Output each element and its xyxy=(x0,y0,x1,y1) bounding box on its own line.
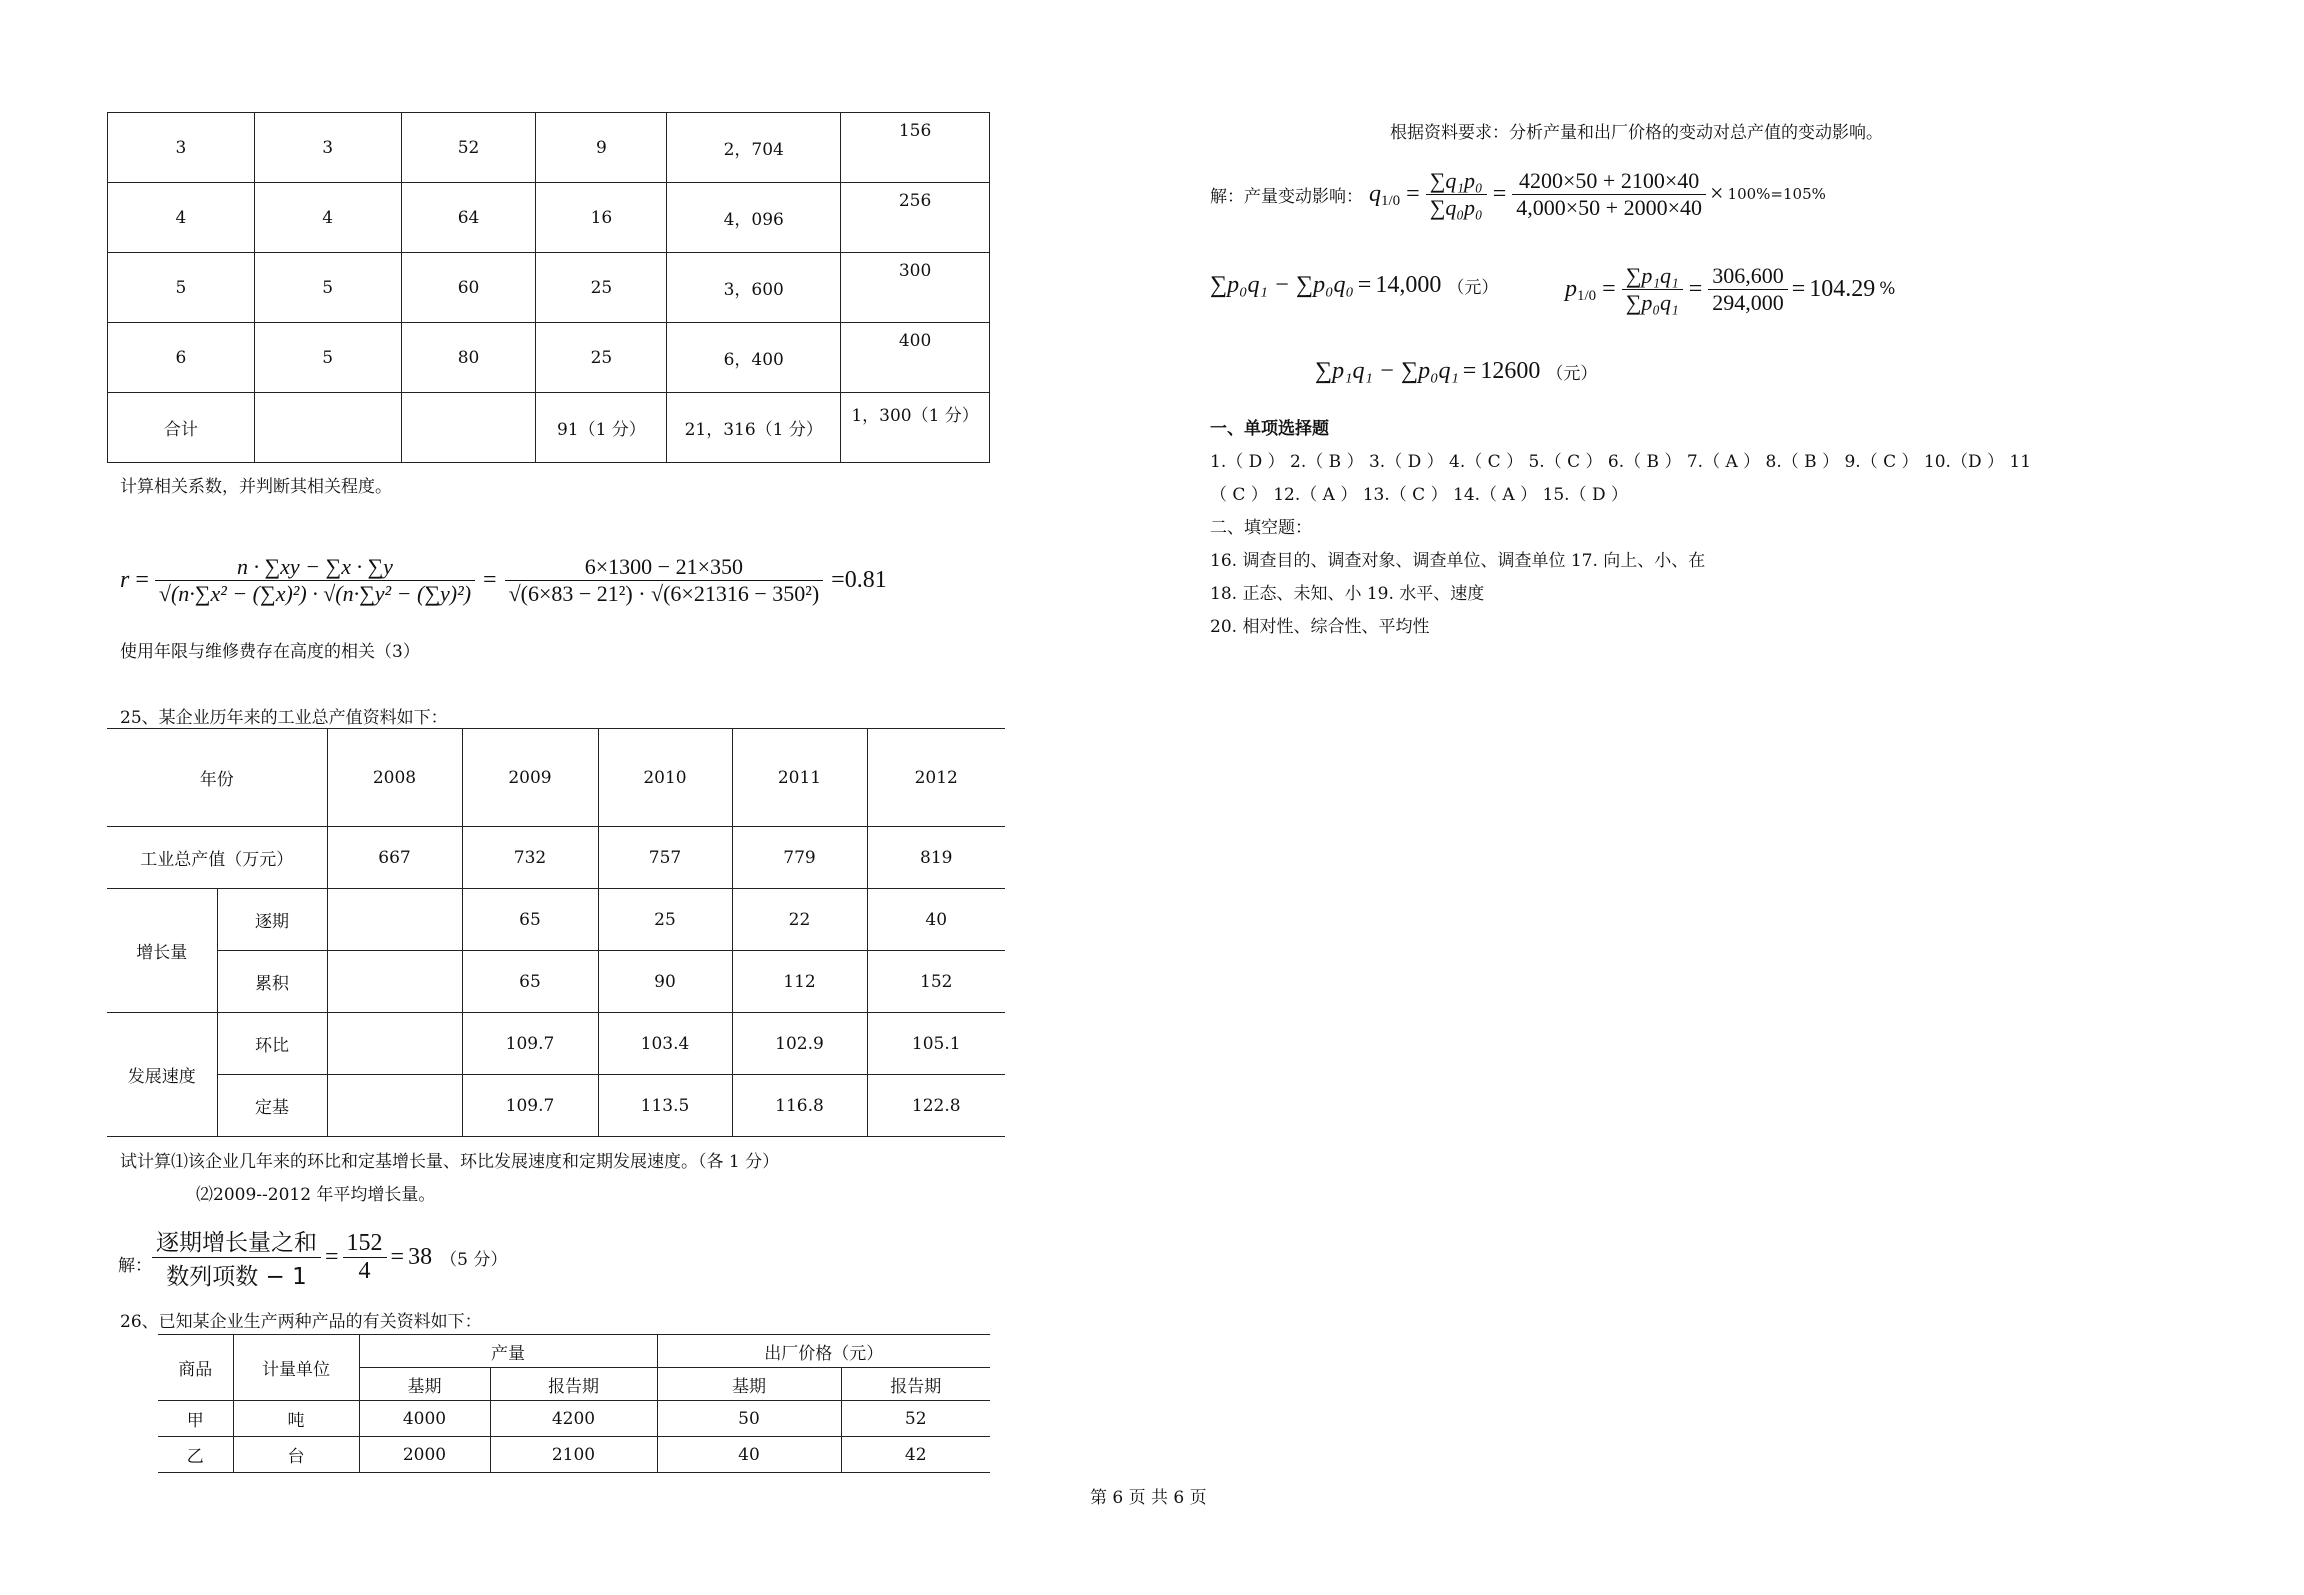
table-cell: 400 xyxy=(841,323,990,393)
table-row xyxy=(108,393,990,463)
unit-cell: 吨 xyxy=(233,1401,359,1437)
correlation-table xyxy=(107,112,990,463)
formula-result: 0.81 xyxy=(844,566,887,593)
output-cell: 779 xyxy=(732,827,867,889)
output-label: 工业总产值（万元） xyxy=(107,827,327,889)
growth-cell: 65 xyxy=(462,889,598,951)
table-cell: 25 xyxy=(536,323,667,393)
growth-cell xyxy=(327,889,462,951)
price-diff-formula: ∑p₁q₁ − ∑p₀q₁ = 12600 （元） xyxy=(1315,358,1598,384)
table-row xyxy=(108,183,990,253)
output-table xyxy=(107,728,1005,1137)
product-table xyxy=(158,1334,990,1473)
q26-prompt: 26、已知某企业生产两种产品的有关资料如下： xyxy=(120,1312,482,1332)
p1-cell: 42 xyxy=(841,1437,990,1473)
p-diff-expr: ∑p₁q₁ − ∑p₀q₁ xyxy=(1315,358,1459,384)
growth-cell: 22 xyxy=(732,889,867,951)
table-cell: 4 xyxy=(254,183,401,253)
q-diff-unit: （元） xyxy=(1447,278,1499,298)
year-cell: 2008 xyxy=(327,729,462,827)
q25-task2: ⑵2009--2012 年平均增长量。 xyxy=(196,1185,436,1205)
table-cell: 1，300（1 分） xyxy=(841,393,990,463)
table-cell: 21，316（1 分） xyxy=(667,393,841,463)
table-cell xyxy=(401,393,536,463)
p-index-frac-numeric: $\frac{306,600}{294,000}$ xyxy=(1708,263,1788,316)
year-cell: 2012 xyxy=(867,729,1005,827)
table-cell: 256 xyxy=(841,183,990,253)
page-footer: 第 6 页 共 6 页 xyxy=(1090,1488,1207,1508)
p-index-value: 104.29 xyxy=(1809,275,1876,302)
quantity-index-formula: 解：产量变动影响： q 1/0 = $\frac{\text{∑q₁p₀}}{\text{∑q₀p₀}}$ = $\frac{4200\times 50 + 2100\times 40}{4,000\times 50 + 2000\times 40}$ × 100%=105% xyxy=(1210,167,1826,220)
table-cell: 52 xyxy=(401,113,536,183)
growth-cell: 90 xyxy=(598,951,732,1013)
mc-title: 一、单项选择题 xyxy=(1210,419,1329,439)
table-cell: 16 xyxy=(536,183,667,253)
speed-cell xyxy=(327,1013,462,1075)
p0-cell: 40 xyxy=(657,1437,841,1473)
q24-prompt: 计算相关系数，并判断其相关程度。 xyxy=(120,477,392,497)
avg-growth-frac: $\frac{\text{逐期增长量之和}}{\text{数列项数 − 1}}$ xyxy=(152,1224,321,1291)
speed-cell xyxy=(327,1075,462,1137)
p0-cell: 50 xyxy=(657,1401,841,1437)
quantity-header: 产量 xyxy=(359,1335,657,1368)
fill-line: 18. 正态、未知、小 19. 水平、速度 xyxy=(1210,584,1485,604)
price-header: 出厂价格（元） xyxy=(657,1335,990,1368)
avg-growth-solution: 解： $\frac{\text{逐期增长量之和}}{\text{数列项数 − 1}}$ = $\frac{152}{4}$ = 38 （5 分） xyxy=(118,1222,507,1292)
table-cell: 80 xyxy=(401,323,536,393)
product-header: 商品 xyxy=(158,1335,233,1401)
formula-lhs: r xyxy=(120,566,130,593)
table-cell: 6，400 xyxy=(667,323,841,393)
q25-prompt: 25、某企业历年来的工业总产值资料如下： xyxy=(120,708,448,728)
q0-cell: 4000 xyxy=(359,1401,490,1437)
formula-frac-symbolic: $\frac{n \cdot \sum xy - \sum x \cdot \sum y}{\text{√(n·∑x² − (∑x)²) · √(n·∑y² − (∑y)²)}}$ xyxy=(155,554,475,607)
avg-growth-frac-numeric: $\frac{152}{4}$ xyxy=(343,1230,387,1285)
unit-cell: 台 xyxy=(233,1437,359,1473)
speed-cell: 105.1 xyxy=(867,1013,1005,1075)
table-cell: 4 xyxy=(108,183,255,253)
mc-line-2: （ C ） 12.（ A ） 13.（ C ） 14.（ A ） 15.（ D ） xyxy=(1210,485,1628,505)
avg-growth-score: （5 分） xyxy=(440,1249,508,1270)
quantity-diff-formula: ∑p₀q₁ − ∑p₀q₀ = 14,000 （元） xyxy=(1210,272,1499,298)
table-cell: 3，600 xyxy=(667,253,841,323)
output-cell: 757 xyxy=(598,827,732,889)
growth-cell xyxy=(327,951,462,1013)
table-cell: 25 xyxy=(536,253,667,323)
q25-task1: 试计算⑴该企业几年来的环比和定基增长量、环比发展速度和定期发展速度。（各 1 分） xyxy=(120,1152,780,1172)
table-cell: 5 xyxy=(254,253,401,323)
table-row xyxy=(108,113,990,183)
table-cell: 3 xyxy=(254,113,401,183)
table-cell xyxy=(254,393,401,463)
output-cell: 732 xyxy=(462,827,598,889)
growth-cell: 65 xyxy=(462,951,598,1013)
speed-sub-label: 定基 xyxy=(217,1075,327,1137)
q-diff-expr: ∑p₀q₁ − ∑p₀q₀ xyxy=(1210,272,1354,298)
table-cell: 3 xyxy=(108,113,255,183)
p-diff-value: 12600 xyxy=(1480,358,1541,384)
growth-cell: 25 xyxy=(598,889,732,951)
growth-label: 增长量 xyxy=(107,889,217,1013)
year-cell: 2009 xyxy=(462,729,598,827)
speed-sub-label: 环比 xyxy=(217,1013,327,1075)
speed-cell: 113.5 xyxy=(598,1075,732,1137)
table-cell: 2，704 xyxy=(667,113,841,183)
table-cell: 64 xyxy=(401,183,536,253)
growth-sub-label: 逐期 xyxy=(217,889,327,951)
speed-cell: 103.4 xyxy=(598,1013,732,1075)
table-cell: 60 xyxy=(401,253,536,323)
p-index-unit: % xyxy=(1879,279,1896,299)
product-cell: 甲 xyxy=(158,1401,233,1437)
q-index-tail: 100%=105% xyxy=(1727,185,1826,203)
output-cell: 819 xyxy=(867,827,1005,889)
table-cell: 300 xyxy=(841,253,990,323)
report-header: 报告期 xyxy=(841,1368,990,1401)
unit-header: 计量单位 xyxy=(233,1335,359,1401)
avg-growth-result: 38 xyxy=(408,1243,433,1270)
q-diff-value: 14,000 xyxy=(1375,272,1442,298)
q24-conclusion: 使用年限与维修费存在高度的相关（3） xyxy=(120,642,420,662)
q1-cell: 2100 xyxy=(490,1437,657,1473)
table-cell: 9 xyxy=(536,113,667,183)
fill-line: 20. 相对性、综合性、平均性 xyxy=(1210,617,1430,637)
speed-label: 发展速度 xyxy=(107,1013,217,1137)
price-index-formula: p 1/0 = $\frac{\text{∑p₁q₁}}{\text{∑p₀q₁}}$ = $\frac{306,600}{294,000}$ = 104.29 % xyxy=(1565,262,1896,315)
output-cell: 667 xyxy=(327,827,462,889)
q1-cell: 4200 xyxy=(490,1401,657,1437)
table-cell: 91（1 分） xyxy=(536,393,667,463)
speed-cell: 109.7 xyxy=(462,1013,598,1075)
q0-cell: 2000 xyxy=(359,1437,490,1473)
requirement-text: 根据资料要求：分析产量和出厂价格的变动对总产值的变动影响。 xyxy=(1390,123,1883,143)
solution-prefix: 解： xyxy=(118,1255,152,1276)
growth-cell: 152 xyxy=(867,951,1005,1013)
speed-cell: 109.7 xyxy=(462,1075,598,1137)
q-index-frac-numeric: $\frac{4200\times 50 + 2100\times 40}{4,000\times 50 + 2000\times 40}$ xyxy=(1512,168,1706,221)
fill-line: 16. 调查目的、调查对象、调查单位、调查单位 17. 向上、小、在 xyxy=(1210,551,1706,571)
speed-cell: 116.8 xyxy=(732,1075,867,1137)
q-index-frac: $\frac{\text{∑q₁p₀}}{\text{∑q₀p₀}}$ xyxy=(1426,168,1487,221)
speed-cell: 102.9 xyxy=(732,1013,867,1075)
fill-title: 二、填空题： xyxy=(1210,518,1312,538)
formula-frac-numeric: $\frac{6\times 1300 - 21\times 350}{\text{√(6×83 − 21²) · √(6×21316 − 350²)}}$ xyxy=(505,554,824,607)
report-header: 报告期 xyxy=(490,1368,657,1401)
mc-line-1: 1.（ D ） 2.（ B ） 3.（ D ） 4.（ C ） 5.（ C ） 6.（ B ） 7.（ A ） 8.（ B ） 9.（ C ） 10.（D ） 11 xyxy=(1210,452,2032,472)
table-cell: 5 xyxy=(254,323,401,393)
p-diff-unit: （元） xyxy=(1546,364,1598,384)
table-row xyxy=(108,323,990,393)
year-header: 年份 xyxy=(107,729,327,827)
table-cell: 合计 xyxy=(108,393,255,463)
table-cell: 6 xyxy=(108,323,255,393)
base-header: 基期 xyxy=(359,1368,490,1401)
growth-cell: 40 xyxy=(867,889,1005,951)
year-cell: 2011 xyxy=(732,729,867,827)
year-cell: 2010 xyxy=(598,729,732,827)
speed-cell: 122.8 xyxy=(867,1075,1005,1137)
table-cell: 156 xyxy=(841,113,990,183)
correlation-formula: r = $\frac{n \cdot \sum xy - \sum x \cdot \sum y}{\text{√(n·∑x² − (∑x)²) · √(n·∑y² − (∑y)²)}}$ = $\frac{6\times 1300 - 21\times 350}{\text{√(6×83 − 21²) · √(6×21316 − 350²)}}$ = 0.81 xyxy=(120,553,887,606)
p1-cell: 52 xyxy=(841,1401,990,1437)
table-cell: 4，096 xyxy=(667,183,841,253)
p-index-frac: $\frac{\text{∑p₁q₁}}{\text{∑p₀q₁}}$ xyxy=(1622,263,1683,316)
table-row xyxy=(108,253,990,323)
solution-label: 解：产量变动影响： xyxy=(1210,186,1363,207)
growth-cell: 112 xyxy=(732,951,867,1013)
growth-sub-label: 累积 xyxy=(217,951,327,1013)
table-cell: 5 xyxy=(108,253,255,323)
base-header: 基期 xyxy=(657,1368,841,1401)
product-cell: 乙 xyxy=(158,1437,233,1473)
